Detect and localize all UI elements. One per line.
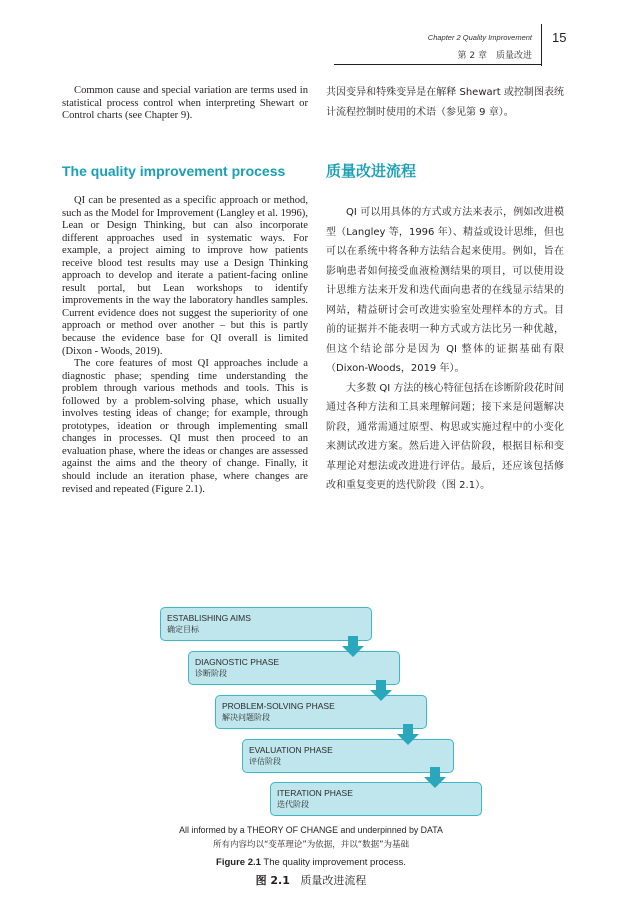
phase-label-zh: 解决问题阶段 [222, 713, 270, 722]
figure-caption-text-zh: 质量改进流程 [300, 874, 367, 887]
body-en-paragraph-1: QI can be presented as a specific approach or method, such as the Model for Improvement (Langley et al. 1996), Lean or Design Thinking, but can also incorporate different approaches used in systematic ways. For example, a project aiming to improve how patients receive blood test results may use a Design Thinking approach to develop and iterate a patient-facing online result portal, but Lean workshops to identify improvements in the way the laboratory handles samples. Current evidence does not suggest the superiority of one approach or method over another – but this is partly because the evidence base for QI overall is limited (Dixon - Woods, 2019). [62, 195, 308, 357]
figure-caption-en [0, 857, 622, 868]
down-arrow-icon [424, 767, 446, 789]
header-divider-vertical [541, 24, 542, 66]
phase-box-diagnostic [188, 651, 400, 685]
body-en [62, 195, 308, 496]
phase-label-zh: 确定目标 [167, 625, 199, 634]
figure-footer-en: All informed by a THEORY OF CHANGE and underpinned by DATA [179, 825, 443, 835]
figure-caption-text-en: The quality improvement process. [263, 857, 406, 868]
section-heading-zh: 质量改进流程 [326, 162, 417, 180]
running-header-chapter: Chapter 2 Quality Improvement [427, 33, 532, 42]
phase-label-en: DIAGNOSTIC PHASE [195, 657, 280, 667]
phase-box-iteration [270, 782, 482, 816]
intro-zh [326, 83, 564, 122]
body-zh-paragraph-1: QI 可以用具体的方式或方法来表示，例如改进模型（Langley 等，1996 年）、精益或设计思维，但也可以在系统中将各种方法结合起来使用。例如，旨在影响患者如何接受血液检测结果的项目，可以使用设计思维方法来开发和迭代面向患者的在线显示结果的网站，精益研讨会可改进实验室处理样本的方式。目前的证据并不能表明一种方式或方法比另一种优越，但这个结论部分是因为 QI 整体的证据基础有限（Dixon-Woods，2019 年）。 [326, 207, 564, 374]
header-divider-horizontal [334, 64, 542, 65]
section-heading-en: The quality improvement process [62, 163, 286, 179]
phase-label-en: PROBLEM-SOLVING PHASE [222, 701, 335, 711]
body-zh-paragraph-2: 大多数 QI 方法的核心特征包括在诊断阶段花时间通过各种方法和工具来理解问题；接下来是问题解决阶段，通常需通过原型、构思或实施过程中的小变化来测试改进方案。然后进入评估阶段，根据目标和变革理论对想法或改进进行评估。最后，还应该包括修改和重复变更的迭代阶段（图 2.1）。 [326, 382, 564, 491]
body-en-paragraph-2: The core features of most QI approaches include a diagnostic phase; spending time understanding the problem through various methods and tools. This is followed by a problem-solving phase, which usually involves testing ideas of change; for example, through prototypes, ideation or through implementing small changes in processes. QI must then proceed to an evaluation phase, where the ideas or changes are assessed against the aims and the theory of change. Finally, it should include an iteration phase, where changes are revised and repeated (Figure 2.1). [62, 358, 308, 495]
page-number: 15 [552, 30, 567, 45]
phase-label-en: ESTABLISHING AIMS [167, 613, 251, 623]
phase-label-zh: 诊断阶段 [195, 669, 227, 678]
intro-en-paragraph: Common cause and special variation are terms used in statistical process control when interpreting Shewart or Control charts (see Chapter 9). [62, 85, 308, 122]
figure-caption-label-en: Figure 2.1 [216, 857, 261, 868]
down-arrow-icon [342, 636, 364, 658]
phase-label-en: ITERATION PHASE [277, 788, 353, 798]
figure-caption-zh [0, 872, 622, 888]
figure-footer-zh: 所有内容均以“变革理论”为依据，并以“数据”为基础 [212, 840, 410, 850]
phase-label-zh: 评估阶段 [249, 757, 281, 766]
intro-en [62, 85, 308, 123]
phase-label-en: EVALUATION PHASE [249, 745, 333, 755]
phase-box-establishing-aims [160, 607, 372, 641]
body-zh [326, 203, 564, 496]
running-header-chapter-zh: 第 2 章 质量改进 [457, 51, 532, 61]
intro-zh-paragraph: 共因变异和特殊变异是在解释 Shewart 或控制图表统计流程控制时使用的术语（参见第 9 章）。 [326, 87, 564, 118]
phase-box-problem-solving [215, 695, 427, 729]
down-arrow-icon [370, 680, 392, 702]
down-arrow-icon [397, 724, 419, 746]
phase-box-evaluation [242, 739, 454, 773]
figure-caption-label-zh: 图 2.1 [255, 874, 290, 887]
phase-label-zh: 迭代阶段 [277, 800, 309, 809]
